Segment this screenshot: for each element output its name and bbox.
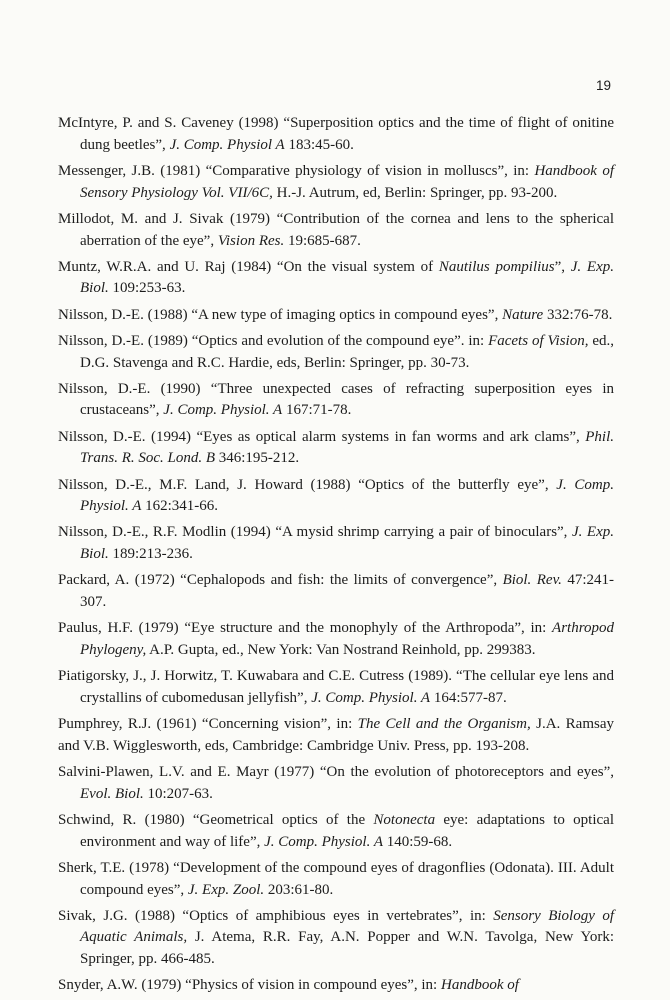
reference-entry	[58, 475, 614, 518]
reference-text-segment: 203:61-80.	[264, 881, 334, 898]
reference-entry	[58, 570, 614, 613]
reference-text-segment: J.A. Ramsay and V.B. Wigglesworth, eds, Cambridge: Cambridge Univ. Press, pp. 193-208.	[58, 716, 615, 754]
reference-italic-segment: Sensory Biology of Aquatic Animals,	[80, 907, 614, 946]
reference-text-segment: McIntyre, P. and S. Caveney (1998) “Superposition optics and the time of flight of onitine dung beetles”,	[58, 115, 614, 153]
reference-entry	[58, 762, 614, 805]
reference-entry	[58, 666, 614, 709]
reference-text-segment: Muntz, W.R.A. and U. Raj (1984) “On the visual system of	[58, 258, 439, 275]
reference-text-segment: Nilsson, D.-E. (1989) “Optics and evolution of the compound eye”. in:	[58, 332, 489, 349]
reference-text-segment: 162:341-66.	[141, 498, 219, 515]
reference-text-segment: 140:59-68.	[383, 833, 453, 850]
reference-italic-segment: Phil. Trans. R. Soc. Lond. B	[80, 428, 614, 467]
reference-entry	[58, 209, 614, 252]
reference-entry	[58, 161, 614, 204]
reference-italic-segment: Arthropod Phylogeny,	[80, 620, 614, 658]
reference-text-segment: 164:577-87.	[430, 689, 507, 706]
reference-text-segment: Messenger, J.B. (1981) “Comparative physiology of vision in molluscs”, in:	[58, 162, 535, 179]
reference-italic-segment: The Cell and the Organism,	[357, 716, 531, 733]
reference-italic-segment: Biol. Rev.	[502, 572, 562, 589]
reference-italic-segment: Vision Res.	[217, 232, 285, 249]
reference-text-segment: Sherk, T.E. (1978) “Development of the compound eyes of dragonflies (Odonata). III. Adult compound eyes”,	[58, 859, 614, 898]
reference-entry	[58, 113, 614, 156]
reference-text-segment: Nilsson, D.-E., R.F. Modlin (1994) “A mysid shrimp carrying a pair of binoculars”,	[58, 524, 572, 541]
reference-entry	[58, 331, 614, 374]
reference-text-segment: 183:45-60.	[284, 136, 354, 153]
reference-text-segment: 167:71-78.	[282, 402, 352, 419]
reference-text-segment: 109:253-63.	[108, 280, 186, 297]
reference-text-segment: 189:213-236.	[108, 546, 193, 563]
reference-italic-segment: Evol. Biol.	[80, 785, 144, 802]
reference-italic-segment: Notonecta	[373, 811, 436, 828]
reference-text-segment: Salvini-Plawen, L.V. and E. Mayr (1977) “On the evolution of photoreceptors and eyes”,	[58, 763, 614, 780]
reference-text-segment: A.P. Gupta, ed., New York: Van Nostrand Reinhold, pp. 299383.	[146, 641, 536, 658]
reference-italic-segment: J. Comp. Physiol A	[169, 136, 285, 153]
reference-text-segment: Millodot, M. and J. Sivak (1979) “Contribution of the cornea and lens to the spherical aberration of the eye”,	[58, 210, 614, 249]
reference-text-segment: J. Atema, R.R. Fay, A.N. Popper and W.N. Tavolga, New York: Springer, pp. 466-485.	[80, 929, 614, 968]
reference-entry	[58, 906, 614, 971]
reference-italic-segment: J. Comp. Physiol. A	[264, 833, 383, 850]
reference-list	[58, 113, 614, 997]
reference-text-segment: ed., D.G. Stavenga and R.C. Hardie, eds, Berlin: Springer, pp. 30-73.	[80, 332, 615, 371]
reference-italic-segment: J. Exp. Zool.	[187, 881, 265, 898]
reference-text-segment: 47:241-307.	[80, 572, 615, 611]
reference-entry	[58, 975, 614, 997]
reference-text-segment: Nilsson, D.-E. (1990) “Three unexpected cases of refracting superposition eyes in crustaceans”,	[58, 380, 614, 419]
reference-entry	[58, 305, 614, 327]
reference-entry	[58, 379, 614, 422]
reference-italic-segment: Facets of Vision,	[488, 332, 589, 349]
reference-text-segment: Snyder, A.W. (1979) “Physics of vision in compound eyes”, in:	[58, 977, 441, 994]
reference-entry	[58, 618, 614, 661]
reference-entry	[58, 714, 614, 757]
reference-text-segment: Schwind, R. (1980) “Geometrical optics of the	[58, 811, 374, 828]
reference-italic-segment: Handbook of Sensory Physiology Vol. VII/6C,	[80, 162, 614, 201]
reference-entry	[58, 810, 614, 853]
reference-text-segment: Sivak, J.G. (1988) “Optics of amphibious eyes in vertebrates”, in:	[58, 907, 494, 924]
reference-text-segment: 332:76-78.	[543, 306, 613, 323]
reference-italic-segment: J. Exp. Biol.	[80, 524, 615, 563]
reference-italic-segment: Nature	[502, 306, 544, 323]
reference-text-segment: Nilsson, D.-E., M.F. Land, J. Howard (1988) “Optics of the butterfly eye”,	[58, 476, 557, 493]
reference-italic-segment: J. Comp. Physiol. A	[80, 476, 614, 515]
reference-text-segment: ”,	[554, 258, 571, 275]
reference-text-segment: Nilsson, D.-E. (1994) “Eyes as optical alarm systems in fan worms and ark clams”,	[58, 428, 586, 445]
reference-italic-segment: J. Comp. Physiol. A	[163, 402, 283, 419]
reference-text-segment: 10:207-63.	[143, 785, 213, 802]
reference-text-segment: eye: adaptations to optical environment and way of life”,	[80, 811, 614, 850]
reference-text-segment: 19:685-687.	[284, 232, 361, 249]
reference-entry	[58, 257, 614, 300]
reference-text-segment: Packard, A. (1972) “Cephalopods and fish: the limits of convergence”,	[58, 572, 503, 589]
reference-text-segment: H.-J. Autrum, ed, Berlin: Springer, pp. 93-200.	[272, 184, 558, 201]
reference-text-segment: Pumphrey, R.J. (1961) “Concerning vision”, in:	[58, 716, 358, 733]
reference-text-segment: Nilsson, D.-E. (1988) “A new type of imaging optics in compound eyes”,	[58, 306, 503, 323]
reference-entry	[58, 522, 614, 565]
reference-entry	[58, 858, 614, 901]
reference-text-segment: 346:195-212.	[215, 450, 300, 467]
reference-entry	[58, 427, 614, 470]
reference-italic-segment: Handbook of	[440, 977, 519, 994]
reference-italic-segment: J. Comp. Physiol. A	[311, 689, 431, 706]
reference-italic-segment: J. Exp. Biol.	[80, 258, 614, 297]
reference-italic-segment: Nautilus pompilius	[438, 258, 555, 275]
reference-text-segment: Paulus, H.F. (1979) “Eye structure and the monophyly of the Arthropoda”, in:	[58, 620, 553, 637]
reference-text-segment: Piatigorsky, J., J. Horwitz, T. Kuwabara and C.E. Cutress (1989). “The cellular eye lens and crystallins of cubomedusan jellyfish”,	[58, 668, 614, 706]
page-number: 19	[596, 78, 612, 93]
